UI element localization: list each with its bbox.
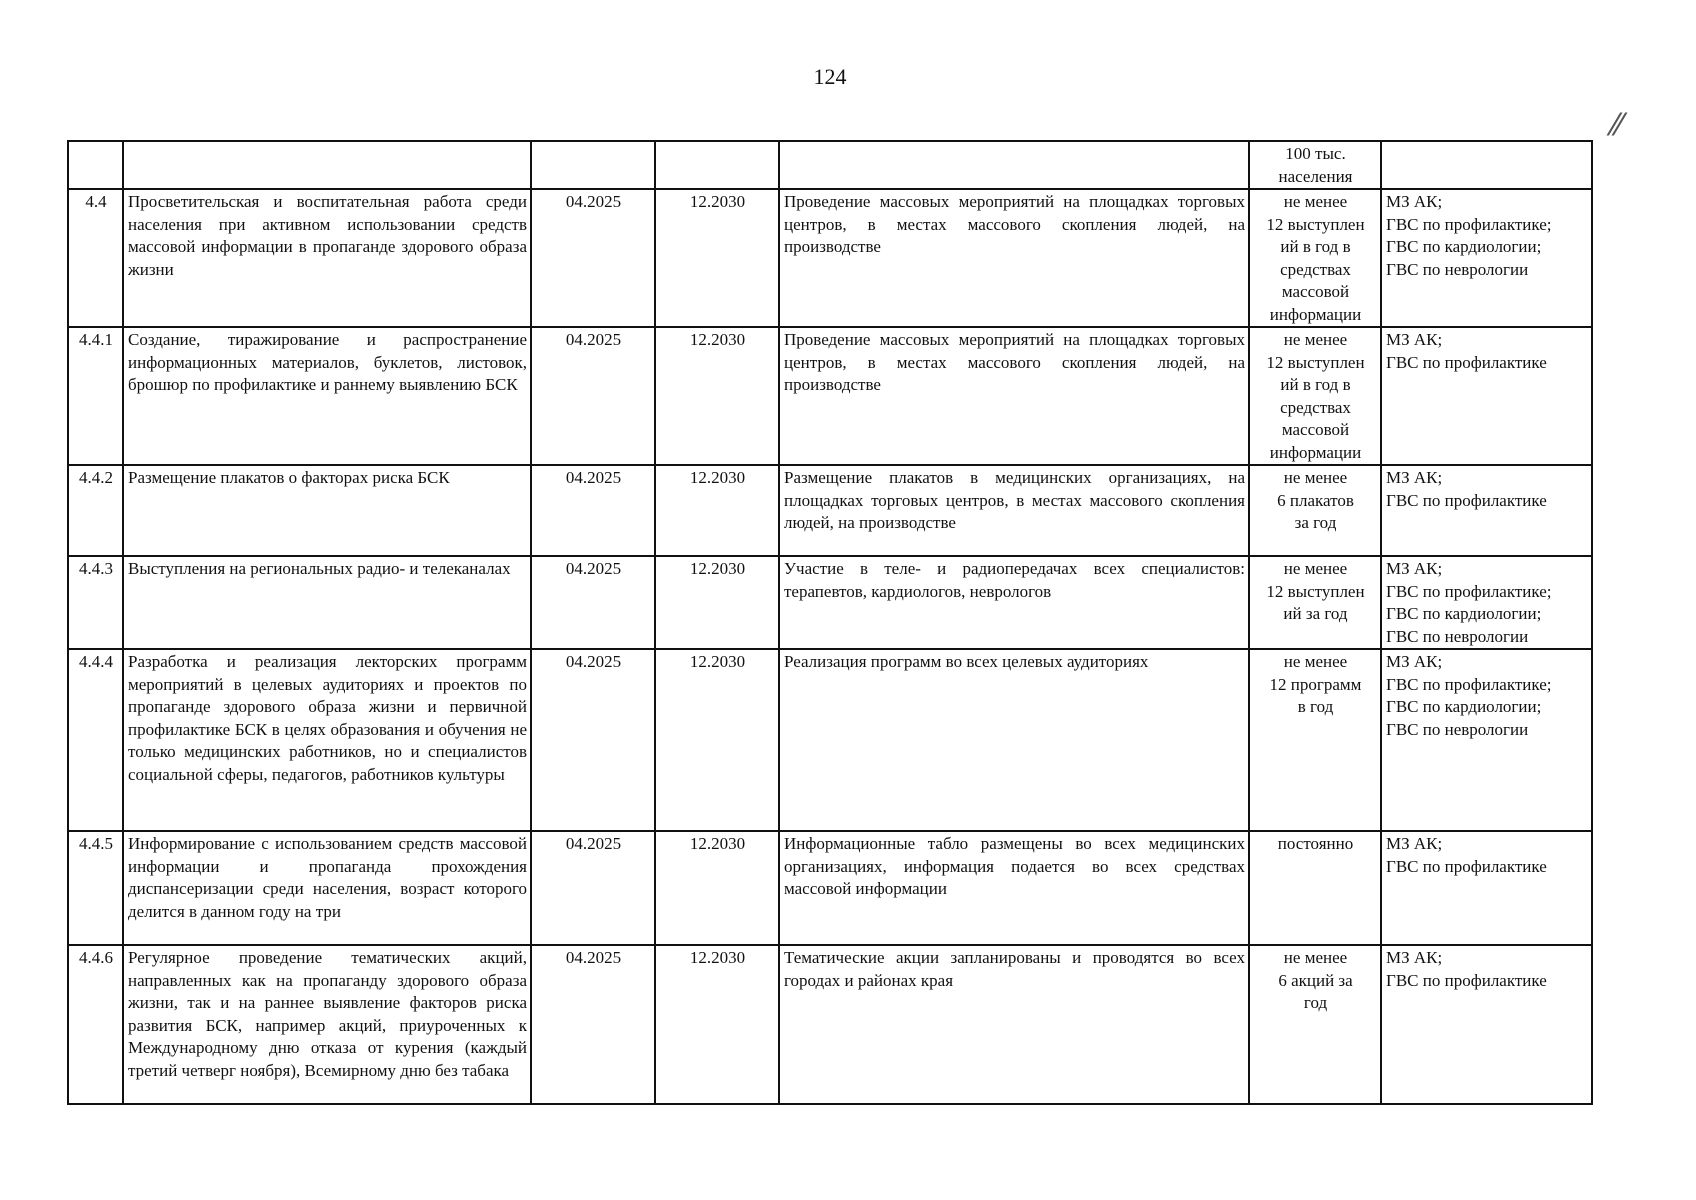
responsible-cell	[1381, 945, 1592, 1104]
target-value-cell-line: 12 программ	[1269, 674, 1362, 694]
target-value-cell-line: не менее	[1283, 652, 1348, 671]
page-number: 124	[813, 64, 847, 89]
start-date-cell: 04.2025	[531, 189, 655, 327]
target-value-cell-line: информации	[1269, 442, 1362, 462]
target-value-cell-line: в год	[1297, 697, 1334, 716]
measure-name-cell: Создание, тиражирование и распространение информационных материалов, буклетов, листовок, брошюр по профилактике и раннему выявлению БСК	[123, 327, 531, 465]
target-value-cell-line: не менее	[1283, 948, 1348, 967]
responsible-cell	[1381, 556, 1592, 649]
target-value-cell-line: не менее	[1283, 559, 1348, 578]
target-value-cell-line: год	[1303, 993, 1328, 1012]
expected-result-cell: Проведение массовых мероприятий на площадках торговых центров, в местах массового скопления людей, на производстве	[779, 327, 1249, 465]
table-row	[68, 556, 1592, 649]
target-value-cell-line: массовой	[1281, 420, 1350, 439]
target-value-cell	[1249, 141, 1381, 189]
expected-result-cell: Участие в теле- и радиопередачах всех специалистов: терапевтов, кардиологов, неврологов	[779, 556, 1249, 649]
expected-result-cell: Реализация программ во всех целевых аудиториях	[779, 649, 1249, 831]
target-value-cell-line: 6 плакатов	[1277, 490, 1354, 510]
target-value-cell-line: 6 акций за	[1278, 970, 1353, 990]
end-date-cell: 12.2030	[655, 189, 779, 327]
measure-name-cell: Регулярное проведение тематических акций, направленных как на пропаганду здорового образа жизни, так и на раннее выявление факторов риска развития БСК, например акций, приуроченных к Международному дню отказа от курения (каждый третий четверг ноября), Всемирному дню без табака	[123, 945, 531, 1104]
measure-name-cell: Разработка и реализация лекторских программ мероприятий в целевых аудиториях и проектов по пропаганде здорового образа жизни и первичной профилактике БСК в целях образования и обучения не только медицинских работников, но и специалистов социальной сферы, педагогов, работников культуры	[123, 649, 531, 831]
target-value-cell-line: 12 выступлен	[1266, 581, 1365, 601]
target-value-cell-line: за год	[1294, 513, 1337, 532]
item-number-cell: 4.4	[68, 189, 123, 327]
responsible-cell	[1381, 327, 1592, 465]
start-date-cell: 04.2025	[531, 327, 655, 465]
responsible-cell	[1381, 831, 1592, 945]
end-date-cell: 12.2030	[655, 649, 779, 831]
measure-name-cell: Информирование с использованием средств массовой информации и пропаганда прохождения диспансеризации среди населения, возраст которого делится в данном году на три	[123, 831, 531, 945]
end-date-cell: 12.2030	[655, 465, 779, 556]
target-value-cell-line: 12 выступлен	[1266, 214, 1365, 234]
target-value-cell-line: средствах	[1280, 259, 1351, 279]
target-value-cell	[1249, 556, 1381, 649]
table-row	[68, 945, 1592, 1104]
target-value-cell-line: ий в год в	[1280, 375, 1351, 394]
responsible-cell-line: ГВС по неврологии	[1386, 626, 1529, 646]
target-value-cell-line: не менее	[1283, 468, 1348, 487]
expected-result-cell: Проведение массовых мероприятий на площадках торговых центров, в местах массового скопления людей, на производстве	[779, 189, 1249, 327]
table-row	[68, 649, 1592, 831]
responsible-cell-line: ГВС по профилактике	[1386, 352, 1547, 372]
target-value-cell	[1249, 189, 1381, 327]
target-value-cell	[1249, 649, 1381, 831]
handwritten-mark: ⁄⁄	[1612, 108, 1623, 143]
target-value-cell-line: не менее	[1283, 192, 1348, 211]
responsible-cell-line: ГВС по профилактике	[1386, 856, 1547, 876]
expected-result-cell: Тематические акции запланированы и проводятся во всех городах и районах края	[779, 945, 1249, 1104]
start-date-cell: 04.2025	[531, 465, 655, 556]
target-value-cell-line: населения	[1278, 166, 1353, 186]
responsible-cell	[1381, 141, 1592, 189]
target-value-cell	[1249, 945, 1381, 1104]
end-date-cell: 12.2030	[655, 945, 779, 1104]
item-number-cell: 4.4.3	[68, 556, 123, 649]
end-date-cell: 12.2030	[655, 327, 779, 465]
expected-result-cell: Информационные табло размещены во всех медицинских организациях, информация подается во всех средствах массовой информации	[779, 831, 1249, 945]
responsible-cell-line: МЗ АК;	[1386, 559, 1443, 578]
table-row	[68, 141, 1592, 189]
target-value-cell	[1249, 465, 1381, 556]
item-number-cell: 4.4.1	[68, 327, 123, 465]
responsible-cell-line: ГВС по профилактике	[1386, 970, 1547, 990]
responsible-cell-line: ГВС по неврологии	[1386, 259, 1529, 279]
responsible-cell-line: ГВС по профилактике;	[1386, 674, 1552, 694]
table-row	[68, 465, 1592, 556]
target-value-cell-line: 100 тыс.	[1285, 144, 1346, 163]
responsible-cell-line: ГВС по кардиологии;	[1386, 237, 1542, 256]
responsible-cell	[1381, 465, 1592, 556]
table-row	[68, 189, 1592, 327]
responsible-cell-line: ГВС по профилактике;	[1386, 581, 1552, 601]
responsible-cell-line: ГВС по неврологии	[1386, 719, 1529, 739]
table-row	[68, 327, 1592, 465]
table-body	[68, 141, 1592, 1104]
start-date-cell: 04.2025	[531, 831, 655, 945]
responsible-cell-line: ГВС по кардиологии;	[1386, 604, 1542, 623]
responsible-cell	[1381, 189, 1592, 327]
end-date-cell: 12.2030	[655, 556, 779, 649]
target-value-cell-line: ий в год в	[1280, 237, 1351, 256]
target-value-cell-line: не менее	[1283, 330, 1348, 349]
target-value-cell-line: информации	[1269, 304, 1362, 324]
item-number-cell: 4.4.5	[68, 831, 123, 945]
item-number-cell: 4.4.2	[68, 465, 123, 556]
measure-name-cell: Просветительская и воспитательная работа среди населения при активном использовании средств массовой информации в пропаганде здорового образа жизни	[123, 189, 531, 327]
start-date-cell: 04.2025	[531, 556, 655, 649]
item-number-cell: 4.4.4	[68, 649, 123, 831]
start-date-cell: 04.2025	[531, 649, 655, 831]
measure-name-cell	[123, 141, 531, 189]
responsible-cell-line: МЗ АК;	[1386, 330, 1443, 349]
responsible-cell-line: ГВС по профилактике;	[1386, 214, 1552, 234]
measure-name-cell: Выступления на региональных радио- и телеканалах	[123, 556, 531, 649]
responsible-cell-line: ГВС по профилактике	[1386, 490, 1547, 510]
target-value-cell	[1249, 327, 1381, 465]
responsible-cell-line: МЗ АК;	[1386, 948, 1443, 967]
responsible-cell-line: ГВС по кардиологии;	[1386, 697, 1542, 716]
item-number-cell	[68, 141, 123, 189]
expected-result-cell	[779, 141, 1249, 189]
expected-result-cell: Размещение плакатов в медицинских организациях, на площадках торговых центров, в местах массового скопления людей, на производстве	[779, 465, 1249, 556]
target-value-cell	[1249, 831, 1381, 945]
responsible-cell-line: МЗ АК;	[1386, 192, 1443, 211]
responsible-cell-line: МЗ АК;	[1386, 834, 1443, 853]
measures-table	[67, 140, 1593, 1105]
target-value-cell-line: средствах	[1280, 397, 1351, 417]
measure-name-cell: Размещение плакатов о факторах риска БСК	[123, 465, 531, 556]
table-row	[68, 831, 1592, 945]
target-value-cell-line: массовой	[1281, 282, 1350, 301]
target-value-cell-line: 12 выступлен	[1266, 352, 1365, 372]
end-date-cell	[655, 141, 779, 189]
start-date-cell	[531, 141, 655, 189]
end-date-cell: 12.2030	[655, 831, 779, 945]
target-value-cell-line: постоянно	[1277, 834, 1354, 853]
responsible-cell	[1381, 649, 1592, 831]
target-value-cell-line: ий за год	[1283, 604, 1348, 623]
start-date-cell: 04.2025	[531, 945, 655, 1104]
responsible-cell-line: МЗ АК;	[1386, 652, 1443, 671]
responsible-cell-line: МЗ АК;	[1386, 468, 1443, 487]
item-number-cell: 4.4.6	[68, 945, 123, 1104]
